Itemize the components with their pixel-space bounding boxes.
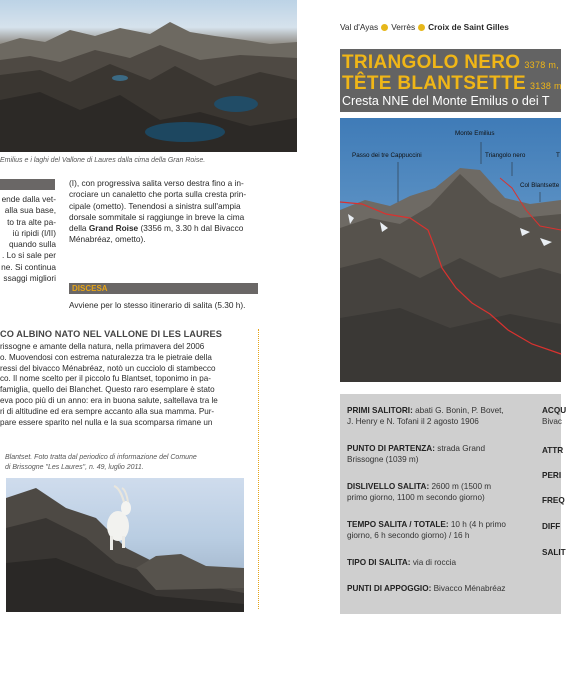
altitude-label: 3138 m (529, 81, 562, 91)
caption-line: Blantset. Foto tratta dal periodico di informazione del Comune (5, 454, 197, 461)
info-label: ATTR (542, 446, 564, 455)
info-value: primo giorno, 1100 m secondo giorno) (347, 492, 485, 502)
text-line: ende dalla vet- (1, 194, 56, 204)
info-label: TIPO DI SALITA: (347, 558, 411, 567)
label-monte-emilius: Monte Emilius (455, 130, 495, 137)
page-subtitle: Cresta NNE del Monte Emilus o dei T (342, 94, 550, 108)
info-value: J. Henry e N. Tofani il 2 agosto 1906 (347, 416, 479, 426)
text-line: rissogne e amante della natura, nella primavera del 2006 (0, 342, 205, 351)
text-line: ssaggi migliori (3, 273, 56, 284)
info-value: giorno, 6 h secondo giorno) / 16 h (347, 530, 470, 540)
breadcrumb-item: Verrès (391, 22, 416, 32)
albino-ibex-photo (6, 478, 244, 612)
info-label: TEMPO SALITA / TOTALE: (347, 520, 449, 529)
text-line: . Lo si sale per (2, 250, 56, 261)
text-line: famiglia, quello dei Blanchet. Questo raro esemplare è stato (0, 385, 215, 395)
box-title: CO ALBINO NATO NEL VALLONE DI LES LAURES (0, 329, 222, 339)
box-body (0, 342, 258, 428)
info-value: via di roccia (412, 558, 457, 567)
breadcrumb-item-current: Croix de Saint Gilles (428, 22, 509, 32)
info-label: FREQ (542, 496, 565, 505)
page-title-2: TÊTE BLANTSETTE (342, 73, 526, 94)
label-passo-cappuccini: Passo dei tre Cappuccini (352, 152, 422, 159)
text-line: eva poco più di un anno: era in buona salute, saltellava tra le (0, 395, 218, 405)
text-line: alla sua base, (4, 205, 56, 216)
text-line: co. Il nome scelto per il piccolo fu Blantset, toponimo in pa- (0, 374, 211, 384)
text-column-left (0, 194, 56, 284)
label-cropped: T (556, 152, 560, 159)
title-line-1 (342, 52, 559, 74)
text-line: quando sulla (8, 239, 56, 250)
photo-caption: Emilius e i laghi del Vallone di Laures dalla cima della Gran Roise. (0, 157, 206, 164)
info-first-ascent (347, 406, 533, 427)
text-line: pare essere sparito nel nulla e la sua scomparsa rimane un (0, 417, 213, 427)
info-label: PRIMI SALITORI: (347, 406, 413, 415)
title-band (340, 49, 561, 112)
lakes-panorama-photo (0, 0, 297, 152)
discesa-text: Avviene per lo stesso itinerario di salita (5.30 h). (69, 300, 246, 310)
info-label: DIFF (542, 522, 561, 531)
info-support-points (347, 584, 533, 595)
text-line: ri di altitudine ed era sempre accanto alla sua mamma. Pur- (0, 406, 215, 416)
dot-icon (381, 24, 388, 31)
info-start-point (347, 444, 533, 465)
text-line: to tra alte pa- (7, 216, 56, 227)
page-title: TRIANGOLO NERO (342, 52, 521, 73)
section-header-bar (0, 179, 55, 190)
info-value: Brissogne (1039 m) (347, 454, 419, 464)
info-value: 2600 m (1500 m (431, 482, 492, 491)
text-line: ne. Si continua (1, 261, 56, 272)
breadcrumb (340, 22, 509, 32)
title-line-2 (342, 73, 562, 95)
text-line: dorsale sommitale si raggiunge in breve la cima (69, 211, 245, 222)
info-time (347, 520, 533, 541)
text-column-right (69, 178, 259, 246)
info-elevation-gain (347, 482, 533, 503)
text-line: crociare un canaletto che porta sulla cresta prin- (69, 189, 247, 200)
text-fragment: (3356 m, 3.30 h dal Bivacco (140, 223, 244, 234)
info-value: Bivac (542, 416, 563, 426)
label-triangolo-nero: Triangolo nero (485, 152, 526, 159)
info-label: ACQU (542, 406, 566, 415)
info-label: DISLIVELLO SALITA: (347, 482, 430, 491)
info-climb-type (347, 558, 533, 569)
info-label: PERI (542, 471, 562, 480)
caption-line: di Brissogne "Les Laures", n. 49, luglio 2011. (5, 463, 144, 471)
route-photo (340, 118, 561, 382)
info-label: PUNTO DI PARTENZA: (347, 444, 435, 453)
info-value: abati G. Bonin, P. Bovet, (415, 406, 504, 415)
text-line: iù ripidi (I/II) (12, 227, 56, 238)
discesa-header (69, 283, 258, 294)
mountain-ridge-graphic (0, 0, 297, 152)
text-line: Ménabréaz, ometto). (69, 234, 146, 245)
altitude-label: 3378 m, (524, 60, 559, 70)
discesa-title: DISCESA (72, 284, 108, 293)
peak-name: Grand Roise (88, 223, 139, 234)
text-line: cipale (ometto). Tenendosi a sinistra sull'ampia (69, 200, 241, 211)
dot-icon (418, 24, 425, 31)
text-line: o. Muovendosi con estrema naturalezza tra le pietraie della (0, 352, 212, 362)
text-fragment: della (69, 223, 87, 234)
text-line: (I), con progressiva salita verso destra fino a in- (69, 178, 244, 188)
info-label: PUNTI DI APPOGGIO: (347, 584, 432, 593)
info-value: strada Grand (437, 444, 486, 453)
box-divider (258, 329, 259, 609)
info-value: 10 h (4 h primo (450, 520, 506, 529)
label-col-blantsette: Col Blantsette (520, 182, 560, 189)
rock-and-ibex-graphic (6, 478, 244, 612)
info-value: Bivacco Ménabréaz (433, 584, 506, 593)
right-page (300, 0, 566, 673)
breadcrumb-item: Val d'Ayas (340, 22, 379, 32)
text-line (69, 223, 259, 234)
goat-caption (5, 453, 197, 472)
text-line: ressi del bivacco Ménabréaz, notò un cucciolo di stambecco (0, 363, 216, 373)
info-label: SALIT (542, 548, 566, 557)
route-info-box (340, 394, 566, 614)
